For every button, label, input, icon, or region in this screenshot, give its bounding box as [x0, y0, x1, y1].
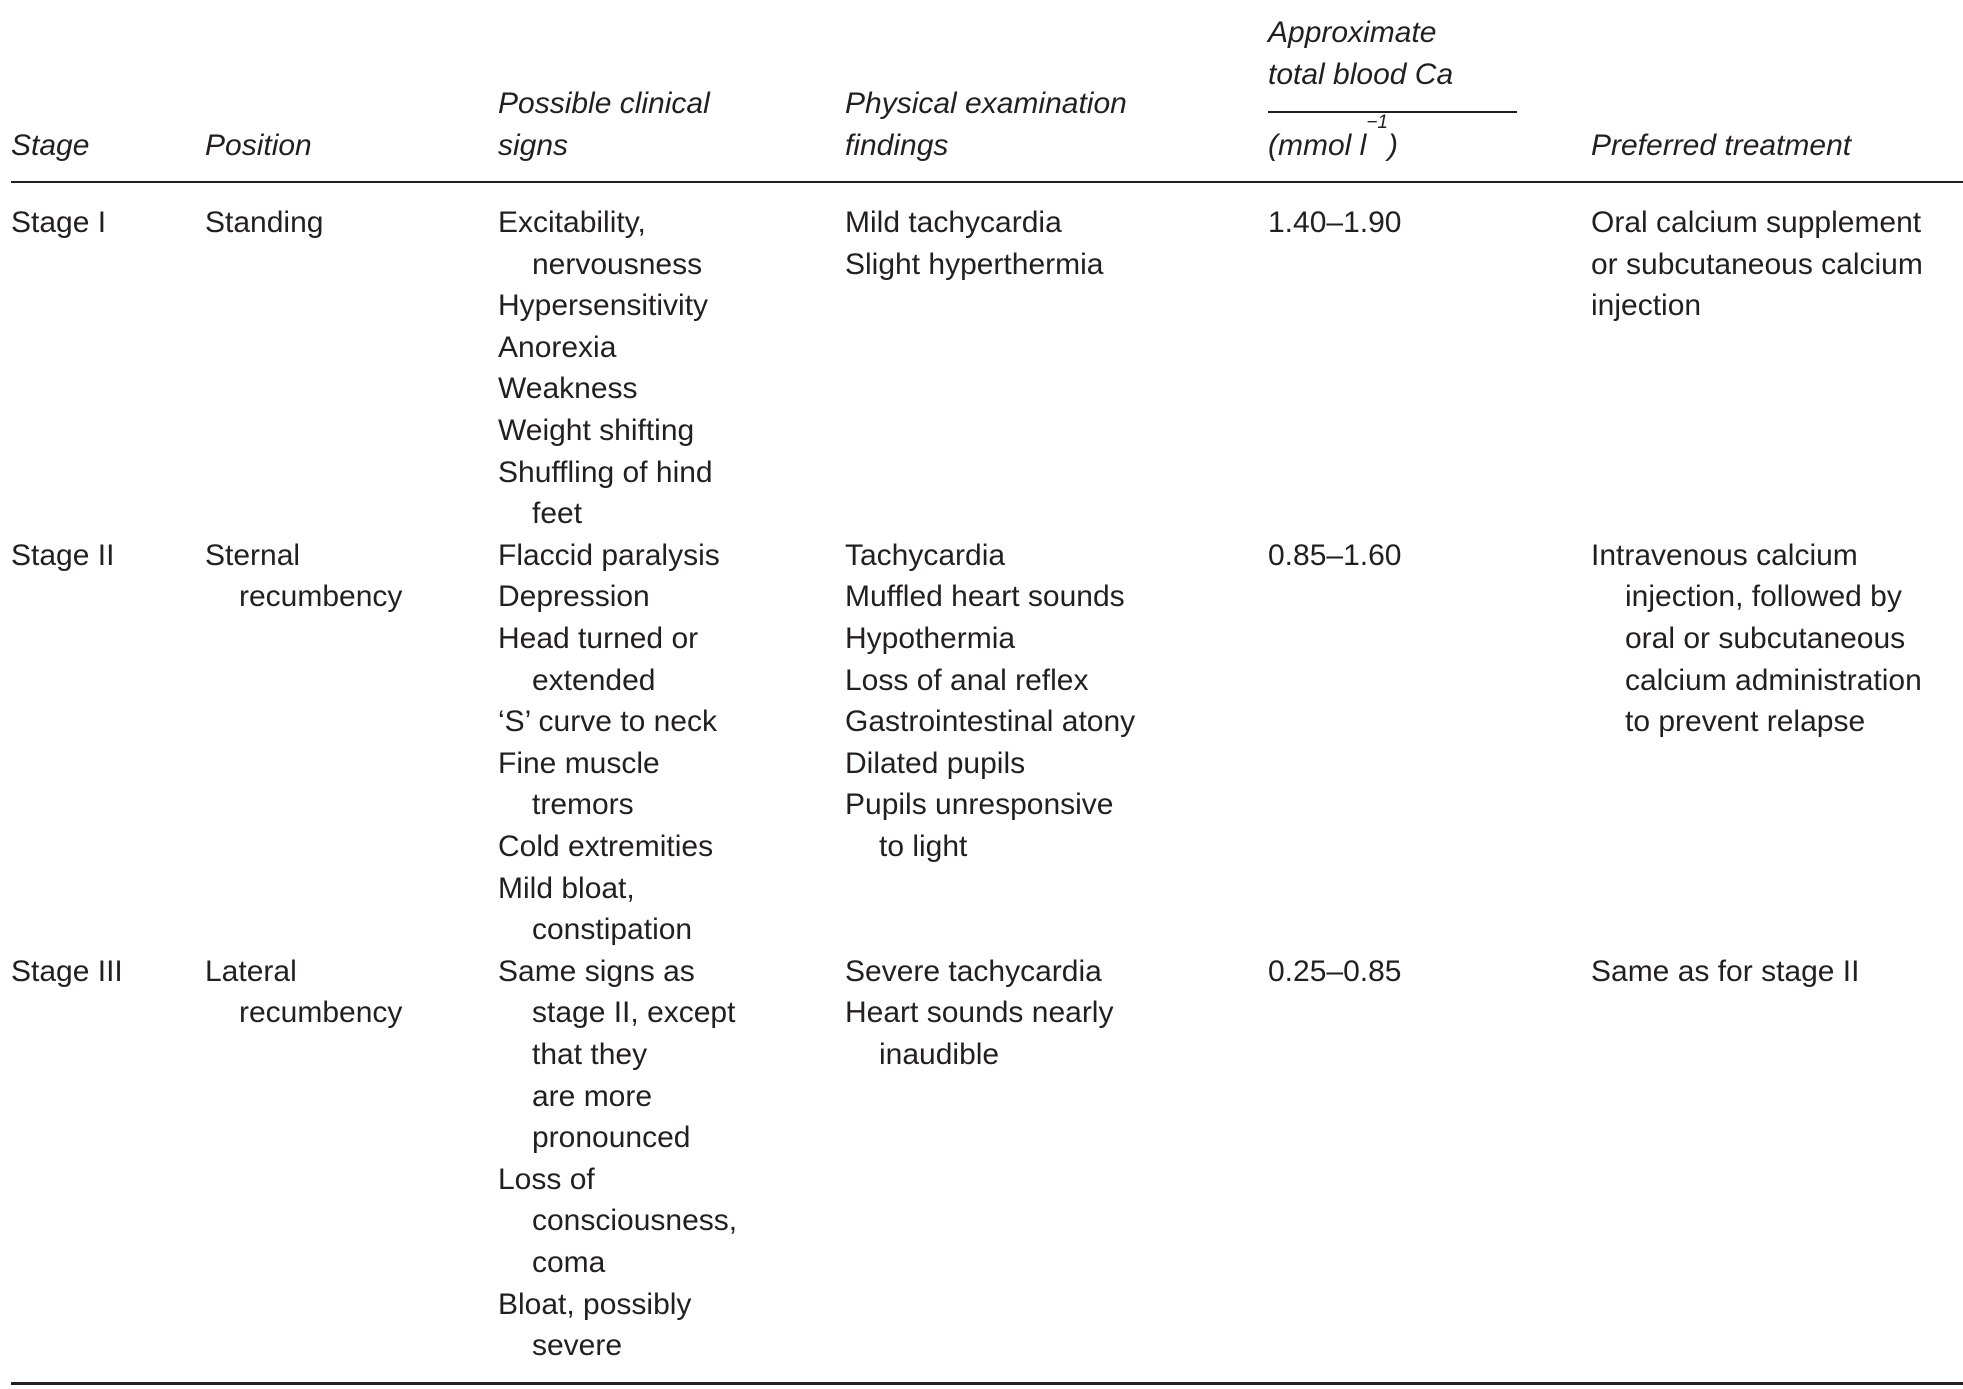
cell-position-line: recumbency — [239, 580, 403, 614]
cell-exam-findings — [845, 951, 1113, 1076]
cell-clinical-signs-line: Weakness — [498, 372, 638, 406]
header-clinical-signs — [498, 83, 710, 167]
header-ca-unit-exponent: −1 — [1366, 112, 1388, 133]
cell-position-line: Lateral — [205, 954, 297, 988]
cell-clinical-signs-line: Excitability, — [498, 206, 646, 239]
cell-clinical-signs-line: Fine muscle — [498, 746, 660, 780]
cell-exam-findings-line: Hypothermia — [845, 621, 1016, 655]
cell-treatment — [1591, 202, 1923, 327]
cell-clinical-signs-line: nervousness — [532, 247, 703, 281]
cell-clinical-signs — [498, 951, 737, 1367]
cell-clinical-signs-line: tremors — [532, 788, 634, 822]
cell-blood-ca-value: 1.40–1.90 — [1268, 206, 1402, 239]
cell-exam-findings-line: Tachycardia — [845, 538, 1006, 572]
cell-exam-findings-line: Mild tachycardia — [845, 206, 1062, 239]
header-stage: Stage — [11, 129, 90, 162]
cell-treatment — [1591, 535, 1922, 743]
header-ca-unit — [1268, 112, 1398, 167]
header-ca-unit-prefix: (mmol l — [1268, 129, 1367, 162]
cell-clinical-signs-line: Flaccid paralysis — [498, 538, 720, 572]
cell-exam-findings-line: Heart sounds nearly — [845, 996, 1114, 1030]
cell-position-line: recumbency — [239, 996, 403, 1030]
bottom-rule — [11, 1382, 1963, 1385]
cell-stage-value: Stage III — [11, 954, 123, 988]
cell-clinical-signs-line: consciousness, — [532, 1204, 738, 1238]
cell-clinical-signs-line: Loss of — [498, 1162, 595, 1196]
cell-treatment-line: Same as for stage II — [1591, 954, 1860, 988]
cell-exam-findings-line: Pupils unresponsive — [845, 788, 1114, 822]
cell-treatment-line: injection — [1591, 289, 1702, 323]
cell-position-line: Standing — [205, 206, 324, 239]
cell-treatment-line: to prevent relapse — [1625, 705, 1866, 739]
cell-treatment-line: or subcutaneous calcium — [1591, 247, 1923, 281]
cell-stage-value: Stage I — [11, 206, 107, 239]
cell-exam-findings-line: inaudible — [879, 1037, 1000, 1071]
cell-clinical-signs-line: constipation — [532, 913, 693, 947]
cell-clinical-signs-line: that they — [532, 1037, 648, 1071]
header-rule — [11, 181, 1963, 183]
cell-position-line: Sternal — [205, 538, 301, 572]
cell-position — [205, 951, 402, 1034]
header-blood-ca-line2: total blood Ca — [1268, 58, 1454, 91]
cell-exam-findings — [845, 202, 1103, 285]
header-ca-unit-suffix: ) — [1388, 129, 1398, 162]
cell-stage-value: Stage II — [11, 538, 115, 572]
cell-blood-ca-value: 0.25–0.85 — [1268, 954, 1402, 988]
cell-clinical-signs-line: Weight shifting — [498, 413, 695, 447]
cell-clinical-signs-line: pronounced — [532, 1121, 691, 1155]
cell-clinical-signs-line: Anorexia — [498, 330, 617, 364]
cell-exam-findings-line: to light — [879, 829, 968, 863]
cell-clinical-signs-line: Bloat, possibly — [498, 1287, 692, 1321]
cell-exam-findings-line: Slight hyperthermia — [845, 247, 1104, 281]
header-treatment: Preferred treatment — [1591, 129, 1852, 162]
cell-position — [205, 535, 402, 618]
header-clinical-signs-line2: signs — [498, 129, 569, 162]
header-blood-ca-line1: Approximate — [1268, 16, 1437, 49]
cell-position — [205, 202, 323, 244]
cell-stage — [11, 202, 106, 244]
cell-treatment-line: oral or subcutaneous — [1625, 621, 1906, 655]
cell-clinical-signs-line: extended — [532, 663, 656, 697]
cell-clinical-signs-line: coma — [532, 1245, 606, 1279]
cell-clinical-signs — [498, 535, 720, 951]
cell-clinical-signs-line: ‘S’ curve to neck — [498, 705, 717, 739]
cell-clinical-signs-line: severe — [532, 1329, 623, 1363]
cell-treatment-line: Oral calcium supplement — [1591, 206, 1922, 239]
cell-clinical-signs-line: Cold extremities — [498, 829, 714, 863]
cell-exam-findings-line: Dilated pupils — [845, 746, 1026, 780]
cell-clinical-signs-line: are more — [532, 1079, 653, 1113]
cell-blood-ca — [1268, 202, 1401, 244]
cell-clinical-signs-line: Same signs as — [498, 954, 695, 988]
cell-stage — [11, 535, 114, 577]
header-exam-findings — [845, 83, 1127, 167]
cell-clinical-signs-line: Head turned or — [498, 621, 699, 655]
cell-clinical-signs — [498, 202, 713, 535]
header-ca-subrule — [1268, 111, 1517, 113]
cell-exam-findings-line: Severe tachycardia — [845, 954, 1102, 988]
cell-stage — [11, 951, 123, 993]
cell-clinical-signs-line: Depression — [498, 580, 650, 614]
cell-exam-findings-line: Gastrointestinal atony — [845, 705, 1136, 739]
cell-treatment-line: Intravenous calcium — [1591, 538, 1858, 572]
header-blood-ca — [1268, 12, 1453, 96]
cell-treatment-line: injection, followed by — [1625, 580, 1902, 614]
cell-clinical-signs-line: feet — [532, 497, 583, 531]
header-exam-findings-line2: findings — [845, 129, 949, 162]
cell-clinical-signs-line: stage II, except — [532, 996, 736, 1030]
cell-clinical-signs-line: Mild bloat, — [498, 871, 635, 905]
header-position: Position — [205, 129, 312, 162]
cell-exam-findings-line: Loss of anal reflex — [845, 663, 1089, 697]
cell-blood-ca-value: 0.85–1.60 — [1268, 538, 1402, 572]
cell-clinical-signs-line: Shuffling of hind — [498, 455, 713, 489]
cell-clinical-signs-line: Hypersensitivity — [498, 289, 709, 323]
cell-blood-ca — [1268, 535, 1401, 577]
header-exam-findings-line1: Physical examination — [845, 87, 1127, 120]
cell-exam-findings-line: Muffled heart sounds — [845, 580, 1125, 614]
header-clinical-signs-line1: Possible clinical — [498, 87, 710, 120]
cell-treatment — [1591, 951, 1859, 993]
cell-blood-ca — [1268, 951, 1401, 993]
cell-treatment-line: calcium administration — [1625, 663, 1922, 697]
cell-exam-findings — [845, 535, 1135, 868]
